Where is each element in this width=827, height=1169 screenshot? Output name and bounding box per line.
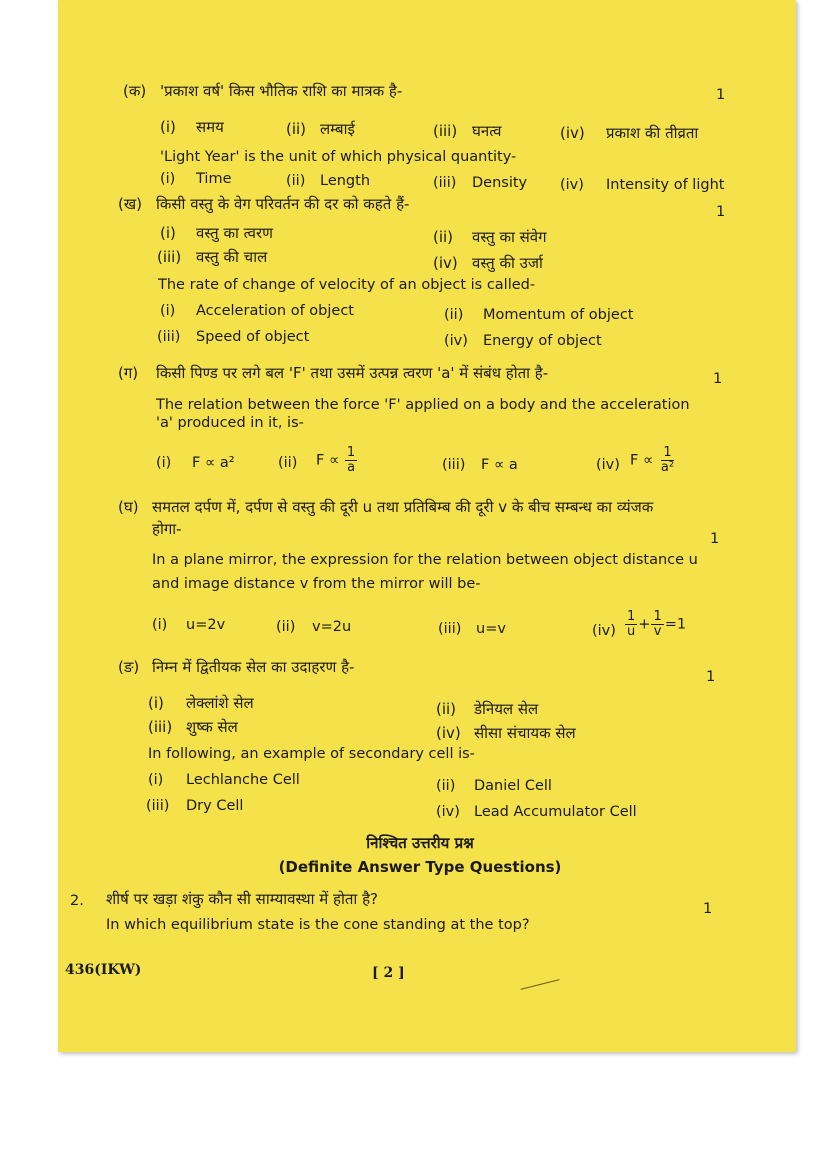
- q1-ga-option-4-label: (iv): [596, 457, 620, 473]
- q1-kha-question-hindi: किसी वस्तु के वेग परिवर्तन की दर को कहते हैं-: [156, 195, 410, 213]
- q1-kha-hi-option-2-label: (ii): [433, 228, 454, 246]
- q1-kha-en-option-3: Speed of object: [196, 329, 310, 345]
- q1-nga-question-english: In following, an example of secondary cell is-: [148, 746, 475, 762]
- q1-kha-hi-option-1-label: (i): [160, 224, 176, 242]
- q1-nga-hi-option-3: शुष्क सेल: [186, 718, 238, 736]
- fraction: [625, 610, 637, 639]
- q2-mark: 1: [703, 901, 713, 917]
- q1-ka-question-hindi: 'प्रकाश वर्ष' किस भौतिक राशि का मात्रक है-: [160, 82, 403, 100]
- denominator: u: [627, 624, 636, 639]
- q1-ga-label: (ग): [118, 364, 139, 382]
- numerator: 1: [627, 609, 636, 624]
- q1-gha-label: (घ): [118, 498, 139, 516]
- q1-ka-hi-option-2: लम्बाई: [320, 120, 355, 138]
- q1-nga-hi-option-3-label: (iii): [148, 718, 173, 736]
- q1-nga-en-option-1-label: (i): [148, 772, 164, 788]
- q1-kha-hi-option-1: वस्तु का त्वरण: [196, 224, 273, 242]
- q1-ka-hi-option-2-label: (ii): [286, 120, 307, 138]
- q1-gha-option-3: u=v: [476, 621, 506, 637]
- q1-nga-en-option-2-label: (ii): [436, 778, 456, 794]
- q1-ga-option-2: [316, 446, 358, 475]
- q1-kha-hi-option-4-label: (iv): [433, 254, 458, 272]
- q1-kha-en-option-1-label: (i): [160, 303, 176, 319]
- q1-ka-en-option-2: Length: [320, 173, 371, 189]
- q1-gha-question-hindi-line2: होगा-: [152, 520, 182, 538]
- q1-ka-mark: 1: [716, 87, 726, 103]
- page-number: [ 2 ]: [372, 965, 405, 981]
- q1-ka-en-option-3-label: (iii): [433, 175, 457, 191]
- q1-nga-hi-option-1: लेक्लांशे सेल: [186, 694, 254, 712]
- q1-nga-hi-option-1-label: (i): [148, 694, 164, 712]
- q1-kha-en-option-3-label: (iii): [157, 329, 181, 345]
- q1-kha-en-option-1: Acceleration of object: [196, 303, 354, 319]
- q1-nga-en-option-3: Dry Cell: [186, 798, 244, 814]
- q2-question-english: In which equilibrium state is the cone standing at the top?: [106, 917, 530, 933]
- q1-kha-en-option-4: Energy of object: [483, 333, 602, 349]
- q1-ga-question-english-line2: 'a' produced in it, is-: [156, 415, 304, 431]
- q1-kha-en-option-2: Momentum of object: [483, 307, 634, 323]
- denominator: v: [653, 624, 662, 639]
- denominator: a²: [660, 460, 675, 475]
- q2-question-hindi: शीर्ष पर खड़ा शंकु कौन सी साम्यावस्था में होता है?: [106, 890, 378, 908]
- q1-gha-question-english-line2: and image distance v from the mirror will be-: [152, 576, 481, 592]
- equals-one: =1: [664, 616, 687, 633]
- q1-ga-option-2-label: (ii): [278, 455, 298, 471]
- q1-gha-option-1-label: (i): [152, 617, 168, 633]
- q1-kha-question-english: The rate of change of velocity of an object is called-: [158, 277, 536, 293]
- q1-ka-en-option-1: Time: [196, 171, 232, 187]
- q1-ga-mark: 1: [713, 371, 723, 387]
- q1-ga-option-1: F ∝ a²: [192, 455, 235, 471]
- q1-gha-option-4: [624, 610, 686, 639]
- q1-ka-hi-option-4-label: (iv): [560, 124, 585, 142]
- q1-ka-hi-option-4: प्रकाश की तीव्रता: [606, 124, 699, 142]
- q1-kha-hi-option-4: वस्तु की उर्जा: [472, 254, 543, 272]
- q1-kha-en-option-2-label: (ii): [444, 307, 464, 323]
- q1-ga-option-3: F ∝ a: [481, 457, 518, 473]
- q1-nga-en-option-1: Lechlanche Cell: [186, 772, 300, 788]
- q1-gha-question-english-line1: In a plane mirror, the expression for the relation between object distance u: [152, 552, 698, 568]
- q1-ga-option-3-label: (iii): [442, 457, 466, 473]
- numerator: 1: [653, 609, 662, 624]
- q1-nga-en-option-3-label: (iii): [146, 798, 170, 814]
- section-heading-english: (Definite Answer Type Questions): [278, 858, 562, 876]
- q1-gha-option-2: v=2u: [312, 619, 352, 635]
- q1-ka-en-option-4: Intensity of light: [606, 177, 725, 193]
- q1-ka-en-option-2-label: (ii): [286, 173, 306, 189]
- q1-ga-option-4: [630, 446, 677, 475]
- q1-gha-option-4-label: (iv): [592, 623, 616, 639]
- section-heading-hindi: निश्चित उत्तरीय प्रश्न: [366, 834, 474, 852]
- q1-nga-label: (ङ): [118, 658, 140, 676]
- denominator: a: [347, 460, 356, 475]
- plus-sign: +: [638, 616, 651, 633]
- fraction: [651, 610, 663, 639]
- q1-ka-en-option-3: Density: [472, 175, 528, 191]
- q1-nga-en-option-4: Lead Accumulator Cell: [474, 804, 637, 820]
- fraction: [345, 446, 357, 475]
- q1-nga-hi-option-2-label: (ii): [436, 700, 457, 718]
- q1-nga-hi-option-4: सीसा संचायक सेल: [474, 724, 576, 742]
- q1-ka-hi-option-1-label: (i): [160, 118, 176, 136]
- q1-kha-hi-option-2: वस्तु का संवेग: [472, 228, 547, 246]
- q1-ka-hi-option-1: समय: [196, 118, 224, 136]
- q1-kha-mark: 1: [716, 204, 726, 220]
- q1-kha-en-option-4-label: (iv): [444, 333, 468, 349]
- q1-kha-hi-option-3-label: (iii): [157, 248, 182, 266]
- q1-ka-hi-option-3-label: (iii): [433, 122, 458, 140]
- q1-nga-question-hindi: निम्न में द्वितीयक सेल का उदाहरण है-: [152, 658, 355, 676]
- q1-ga-option-1-label: (i): [156, 455, 172, 471]
- q1-gha-option-2-label: (ii): [276, 619, 296, 635]
- q1-nga-mark: 1: [706, 669, 716, 685]
- q1-ka-label: (क): [123, 82, 147, 100]
- q1-gha-option-3-label: (iii): [438, 621, 462, 637]
- q1-nga-hi-option-2: डेनियल सेल: [474, 700, 539, 718]
- paper-code: 436(IKW): [65, 962, 142, 978]
- q1-ka-en-option-1-label: (i): [160, 171, 176, 187]
- q1-gha-question-hindi-line1: समतल दर्पण में, दर्पण से वस्तु की दूरी u तथा प्रतिबिम्ब की दूरी v के बीच सम्बन्ध का व्यंजक: [152, 498, 654, 516]
- q1-gha-option-1: u=2v: [186, 617, 226, 633]
- q1-ga-option-4-prefix: F ∝: [630, 452, 654, 469]
- q1-kha-hi-option-3: वस्तु की चाल: [196, 248, 268, 266]
- numerator: 1: [663, 445, 672, 460]
- q1-nga-en-option-4-label: (iv): [436, 804, 460, 820]
- q1-ka-en-option-4-label: (iv): [560, 177, 584, 193]
- q1-nga-hi-option-4-label: (iv): [436, 724, 461, 742]
- q1-ka-hi-option-3: घनत्व: [472, 122, 502, 140]
- fraction: [659, 446, 676, 475]
- q1-ga-question-hindi: किसी पिण्ड पर लगे बल 'F' तथा उसमें उत्पन्न त्वरण 'a' में संबंध होता है-: [156, 364, 549, 382]
- q1-nga-en-option-2: Daniel Cell: [474, 778, 552, 794]
- q1-ga-question-english-line1: The relation between the force 'F' applied on a body and the acceleration: [156, 397, 690, 413]
- q1-ka-question-english: 'Light Year' is the unit of which physical quantity-: [160, 149, 517, 165]
- q1-kha-label: (ख): [118, 195, 142, 213]
- q2-number: 2.: [70, 893, 84, 909]
- q1-ga-option-2-prefix: F ∝: [316, 452, 340, 469]
- numerator: 1: [346, 445, 356, 460]
- q1-gha-mark: 1: [710, 531, 720, 547]
